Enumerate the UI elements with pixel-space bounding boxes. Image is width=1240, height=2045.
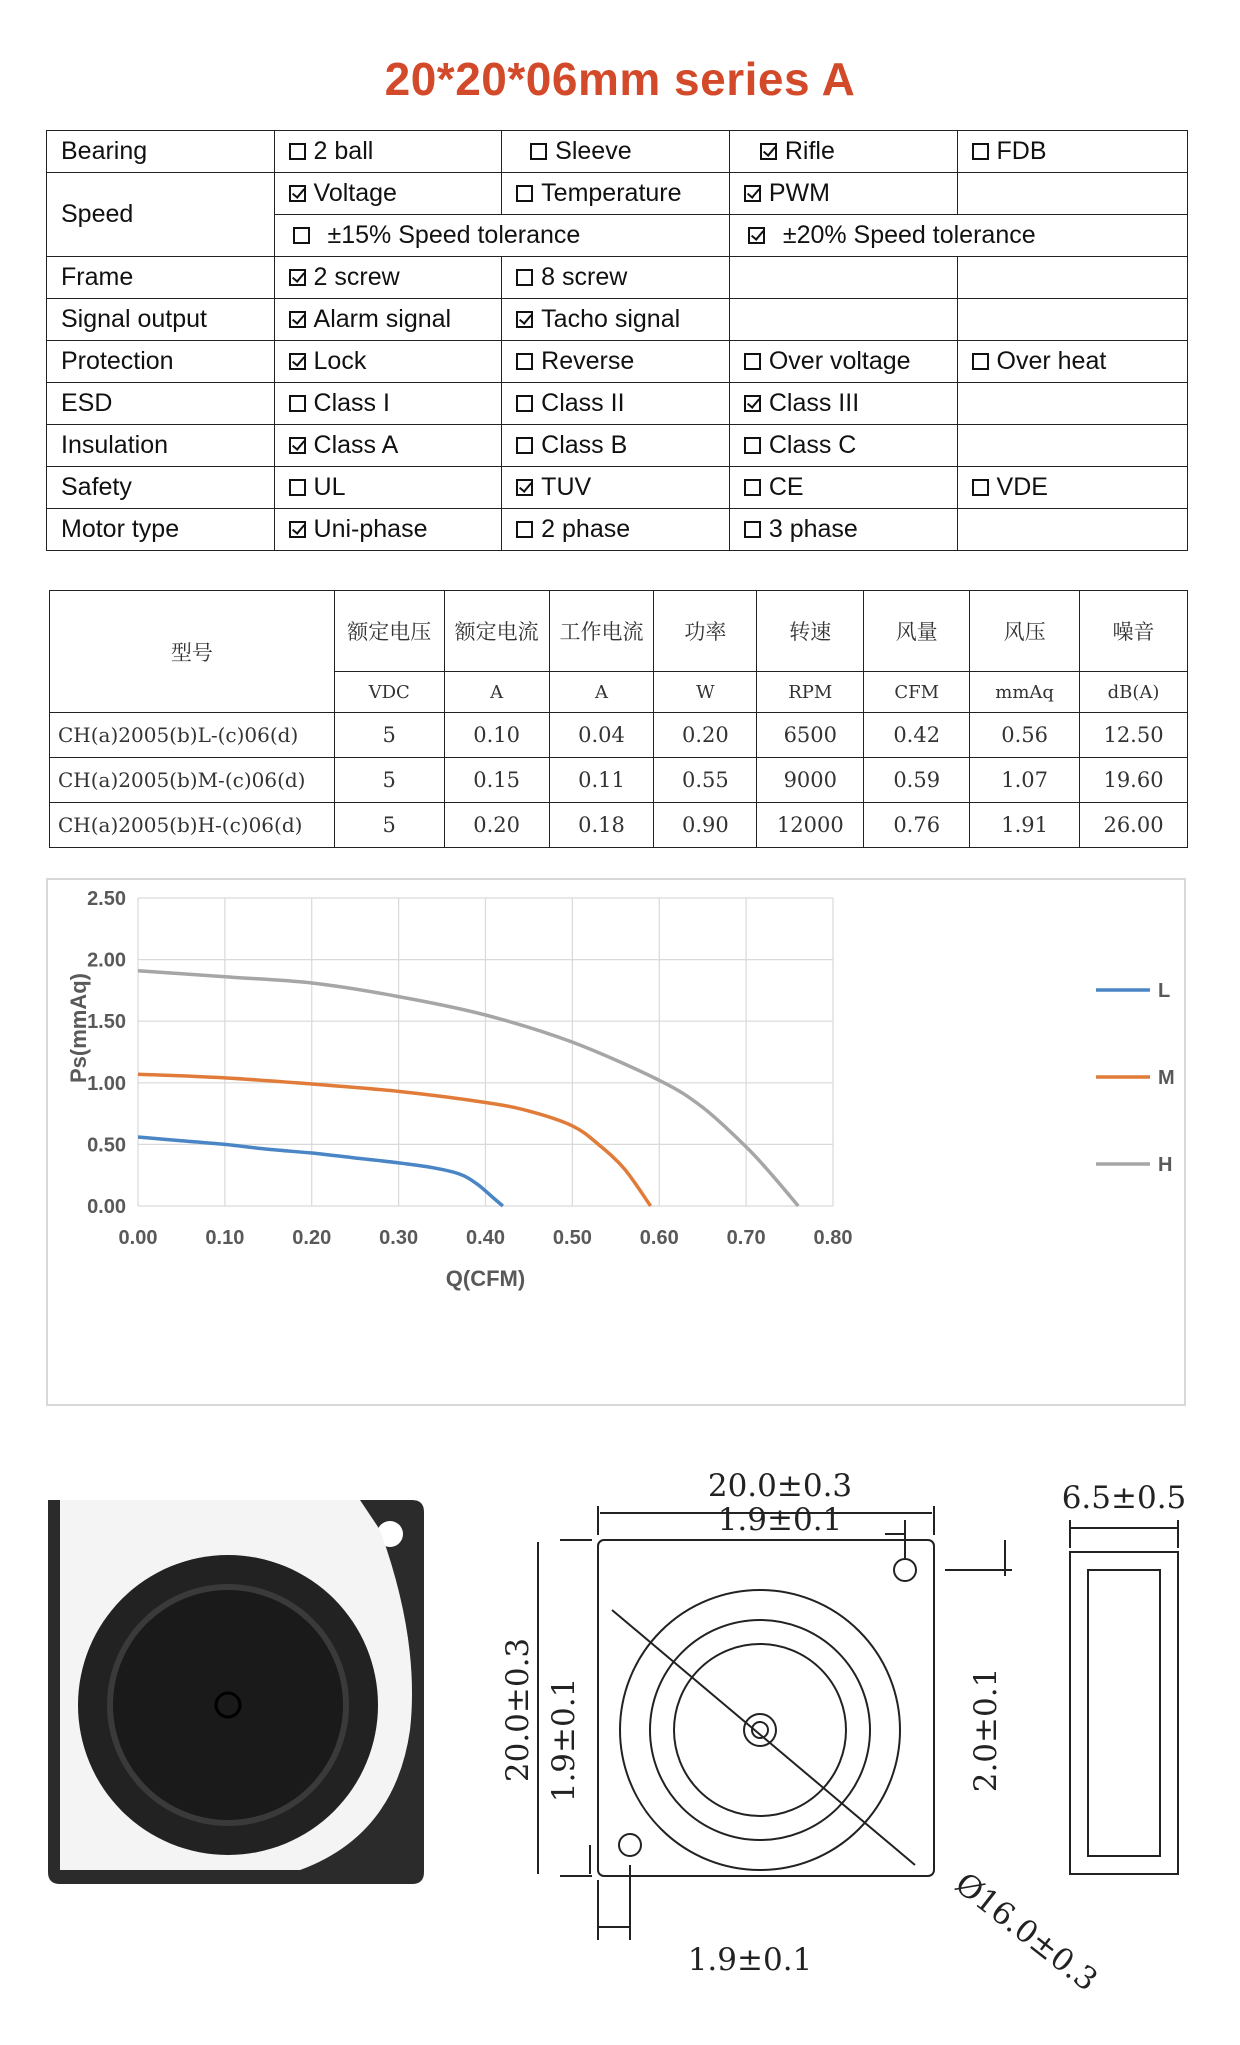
value-cell: 0.56 [970,713,1080,758]
option-cell [502,299,730,341]
x-tick-label: 0.00 [118,1227,158,1249]
option-label: Class III [768,389,860,417]
unit-cell: mmAq [970,672,1080,713]
value-cell: 6500 [757,713,864,758]
unit-cell: RPM [757,672,864,713]
column-header: 工作电流 [549,591,654,672]
x-axis-label: Q(CFM) [445,1266,526,1291]
checkbox-icon [289,521,306,538]
option-label: 2 screw [313,263,400,291]
option-label: Over voltage [768,347,911,375]
column-header: 噪音 [1080,591,1188,672]
spec-label: Motor type [47,509,275,551]
pq-chart-svg [48,880,1184,1404]
checkbox-icon [744,185,761,202]
legend-label-M: M [1158,1067,1175,1089]
y-tick-label: 2.00 [87,949,126,972]
option-label: Temperature [541,179,682,207]
model-header: 型号 [50,591,335,713]
checkbox-icon [744,395,761,412]
value-cell: 12000 [757,803,864,848]
checkbox-icon [530,143,547,160]
option-cell [274,467,502,509]
value-cell: 19.60 [1080,758,1188,803]
option-cell [502,131,730,173]
table-row [50,803,1188,848]
spec-row-safety [47,467,1188,509]
dim-diameter-label: Ø16.0±0.3 [948,1865,1105,1999]
model-header-row [50,591,1188,672]
series-line-M [138,1074,651,1206]
option-cell [274,299,502,341]
checkbox-icon [972,143,989,160]
dim-hole-top-label: 1.9±0.1 [717,1502,843,1538]
checkbox-icon [289,311,306,328]
option-label: Class A [313,431,399,459]
dim-thickness-label: 6.5±0.5 [1061,1480,1187,1516]
x-tick-label: 0.50 [552,1227,592,1249]
option-label: 2 ball [313,137,374,165]
option-label: Alarm signal [313,305,452,333]
unit-cell: VDC [334,672,444,713]
option-label: FDB [996,137,1047,165]
option-label: Class I [313,389,390,417]
option-cell [729,215,1187,257]
option-label: 3 phase [768,515,858,543]
value-cell: 0.42 [864,713,970,758]
unit-cell: CFM [864,672,970,713]
side-view-drawing [1070,1520,1178,1874]
option-cell [502,257,730,299]
unit-cell: W [654,672,757,713]
dim-hole-bottom-label: 1.9±0.1 [687,1942,813,1978]
value-cell: 0.20 [444,803,549,848]
checkbox-icon [516,395,533,412]
checkbox-icon [289,269,306,286]
checkbox-icon [972,479,989,496]
y-tick-label: 2.50 [87,888,126,910]
spec-row-protection [47,341,1188,383]
checkbox-icon [744,521,761,538]
option-cell [274,341,502,383]
option-label: 8 screw [541,263,628,291]
checkbox-icon [748,227,765,244]
value-cell: 12.50 [1080,713,1188,758]
option-cell [729,467,957,509]
y-axis-label: Ps(mmAq) [66,972,91,1084]
option-label: Rifle [784,137,835,165]
option-label: UL [313,473,346,501]
option-cell [502,341,730,383]
unit-cell: A [444,672,549,713]
spec-row-motor-type [47,509,1188,551]
option-cell [274,173,502,215]
option-label: Tacho signal [541,305,681,333]
checkbox-icon [289,395,306,412]
legend-label-L: L [1158,980,1171,1002]
option-label: Voltage [313,179,397,207]
column-header: 额定电流 [444,591,549,672]
checkbox-icon [289,353,306,370]
checkbox-icon [516,521,533,538]
option-cell [502,383,730,425]
column-header: 风量 [864,591,970,672]
spec-table [46,130,1188,551]
option-cell [274,257,502,299]
checkbox-icon [289,437,306,454]
option-cell [274,131,502,173]
x-tick-label: 0.60 [639,1227,679,1249]
empty-cell [957,509,1187,551]
y-tick-label: 1.50 [87,1011,126,1034]
option-cell [729,131,957,173]
option-cell [729,383,957,425]
checkbox-icon [289,479,306,496]
option-cell [502,509,730,551]
option-label: Over heat [996,347,1107,375]
fan-product-image [48,1500,424,1884]
option-cell [274,425,502,467]
option-label: Class B [541,431,628,459]
dim-hole-right-label: 2.0±0.1 [968,1667,1004,1793]
checkbox-icon [744,437,761,454]
dim-hole-left-label: 1.9±0.1 [546,1677,582,1803]
model-cell: CH(a)2005(b)M-(c)06(d) [50,758,335,803]
y-tick-label: 0.00 [87,1196,126,1218]
empty-cell [957,425,1187,467]
empty-cell [957,383,1187,425]
option-cell [274,383,502,425]
option-cell [502,425,730,467]
option-cell [957,341,1187,383]
checkbox-icon [516,437,533,454]
value-cell: 0.18 [549,803,654,848]
option-label: ±15% Speed tolerance [327,221,581,249]
option-label: Uni-phase [313,515,428,543]
checkbox-icon [516,353,533,370]
empty-cell [957,299,1187,341]
checkbox-icon [760,143,777,160]
series-line-L [138,1137,503,1206]
page-title: 20*20*06mm series A [384,53,856,105]
x-tick-label: 0.40 [466,1227,505,1249]
option-label: ±20% Speed tolerance [782,221,1036,249]
spec-row-frame [47,257,1188,299]
x-tick-label: 0.10 [205,1227,245,1249]
unit-cell: A [549,672,654,713]
option-cell [957,467,1187,509]
value-cell: 9000 [757,758,864,803]
value-cell: 0.11 [549,758,654,803]
option-label: PWM [768,179,830,207]
option-cell [274,215,729,257]
value-cell: 0.90 [654,803,757,848]
legend-label-H: H [1158,1154,1173,1176]
spec-row-bearing [47,131,1188,173]
value-cell: 5 [334,803,444,848]
option-cell [502,173,730,215]
checkbox-icon [972,353,989,370]
value-cell: 0.10 [444,713,549,758]
column-header: 额定电压 [334,591,444,672]
option-label: TUV [541,473,592,501]
checkbox-icon [516,269,533,286]
option-cell [502,467,730,509]
unit-cell: dB(A) [1080,672,1188,713]
spec-label: Signal output [47,299,275,341]
option-cell [729,425,957,467]
pq-chart [46,878,1186,1406]
option-cell [729,341,957,383]
option-label: CE [768,473,804,501]
front-view-drawing [538,1506,1012,1940]
value-cell: 0.55 [654,758,757,803]
x-tick-label: 0.20 [292,1227,332,1249]
value-cell: 0.04 [549,713,654,758]
series-line-H [138,971,798,1206]
column-header: 转速 [757,591,864,672]
y-tick-label: 0.50 [87,1134,126,1157]
option-label: Sleeve [555,137,632,165]
checkbox-icon [516,311,533,328]
value-cell: 1.07 [970,758,1080,803]
option-label: Class C [768,431,857,459]
checkbox-icon [744,479,761,496]
spec-row-signal-output [47,299,1188,341]
value-cell: 0.20 [654,713,757,758]
empty-cell [957,257,1187,299]
option-label: Reverse [541,347,635,375]
spec-label: Speed [47,173,275,257]
empty-cell [957,173,1187,215]
option-cell [957,131,1187,173]
dim-width-label: 20.0±0.3 [707,1468,853,1504]
spec-label: ESD [47,383,275,425]
column-header: 功率 [654,591,757,672]
value-cell: 26.00 [1080,803,1188,848]
fan-drawings [0,1440,1240,2040]
y-tick-label: 1.00 [87,1072,126,1095]
spec-row-esd [47,383,1188,425]
option-label: 2 phase [541,515,631,543]
checkbox-icon [293,227,310,244]
x-tick-label: 0.70 [726,1227,766,1249]
checkbox-icon [289,185,306,202]
dim-height-label: 20.0±0.3 [500,1637,536,1783]
table-row [50,713,1188,758]
spec-label: Insulation [47,425,275,467]
option-cell [274,509,502,551]
model-table [49,590,1188,848]
value-cell: 5 [334,758,444,803]
empty-cell [729,257,957,299]
spec-row-speed [47,173,1188,215]
checkbox-icon [516,185,533,202]
spec-label: Frame [47,257,275,299]
value-cell: 0.15 [444,758,549,803]
x-tick-label: 0.30 [379,1227,419,1249]
checkbox-icon [744,353,761,370]
x-tick-label: 0.80 [813,1227,853,1249]
spec-label: Safety [47,467,275,509]
column-header: 风压 [970,591,1080,672]
option-label: VDE [996,473,1048,501]
checkbox-icon [289,143,306,160]
option-cell [729,509,957,551]
checkbox-icon [516,479,533,496]
spec-label: Bearing [47,131,275,173]
spec-label: Protection [47,341,275,383]
value-cell: 0.76 [864,803,970,848]
option-cell [729,173,957,215]
value-cell: 0.59 [864,758,970,803]
value-cell: 5 [334,713,444,758]
spec-row-insulation [47,425,1188,467]
model-cell: CH(a)2005(b)L-(c)06(d) [50,713,335,758]
option-label: Lock [313,347,367,375]
option-label: Class II [541,389,625,417]
model-cell: CH(a)2005(b)H-(c)06(d) [50,803,335,848]
empty-cell [729,299,957,341]
value-cell: 1.91 [970,803,1080,848]
drawing-svg [0,1440,1240,2040]
table-row [50,758,1188,803]
